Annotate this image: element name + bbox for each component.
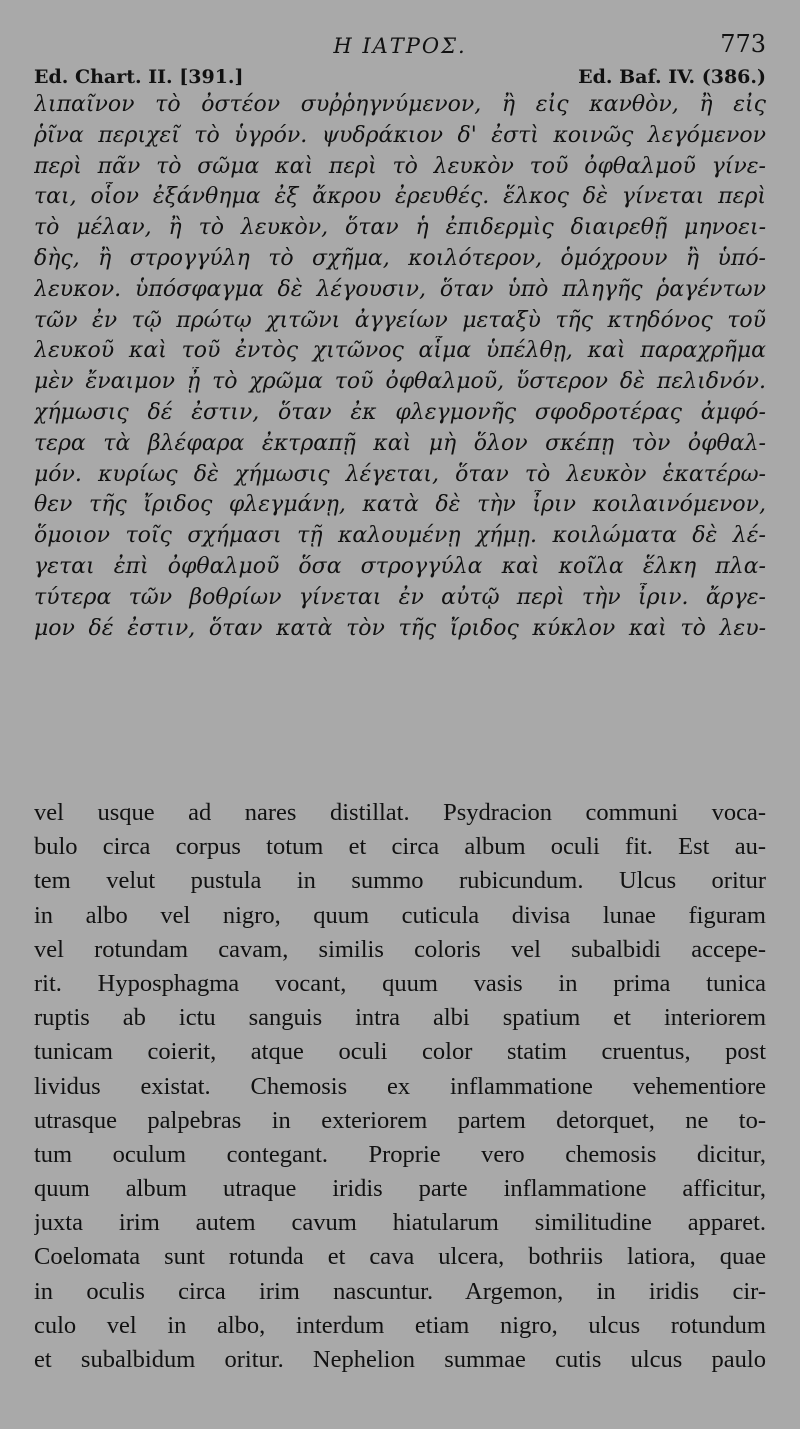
latin-line: tum oculum contegant. Proprie vero chemosis dicitur, — [34, 1140, 766, 1168]
latin-line: lividus existat. Chemosis ex inflammatione vehementiore — [34, 1072, 766, 1100]
latin-line: rit. Hyposphagma vocant, quum vasis in prima tunica — [34, 969, 766, 997]
greek-text — [34, 90, 766, 644]
running-title: Η ΙΑΤΡΟΣ. — [333, 34, 467, 58]
latin-line: in albo vel nigro, quum cuticula divisa lunae figuram — [34, 901, 766, 929]
latin-line: vel rotundam cavam, similis coloris vel subalbidi accepe- — [34, 935, 766, 963]
greek-line: τύτερα τῶν βοθρίων γίνεται ἐν αὐτῷ περὶ τὴν ἶριν. ἄργε- — [34, 584, 766, 610]
latin-text — [34, 796, 766, 1377]
latin-line: in oculis circa irim nascuntur. Argemon, in iridis cir- — [34, 1277, 766, 1305]
latin-line: ruptis ab ictu sanguis intra albi spatium et interiorem — [34, 1004, 766, 1032]
greek-line: τῶν ἐν τῷ πρώτῳ χιτῶνι ἀγγείων μεταξὺ τῆς κτηδόνος τοῦ — [34, 307, 766, 333]
latin-line: bulo circa corpus totum et circa album oculi fit. Est au- — [34, 833, 766, 861]
edition-reference-right: Ed. Baf. IV. (386.) — [578, 66, 766, 88]
greek-line: μον δέ ἐστιν, ὅταν κατὰ τὸν τῆς ἴριδος κύκλον καὶ τὸ λευ- — [34, 615, 766, 641]
greek-line: ῥῖνα περιχεῖ τὸ ὑγρόν. ψυδράκιον δ' ἐστὶ κοινῶς λεγόμενον — [34, 122, 766, 148]
latin-line: culo vel in albo, interdum etiam nigro, ulcus rotundum — [34, 1311, 766, 1339]
greek-line: τερα τὰ βλέφαρα ἐκτραπῇ καὶ μὴ ὅλον σκέπῃ τὸν ὀφθαλ- — [34, 430, 766, 456]
greek-line: μὲν ἔναιμον ᾖ τὸ χρῶμα τοῦ ὀφθαλμοῦ, ὕστερον δὲ πελιδνόν. — [34, 369, 766, 395]
greek-line: λιπαῖνον τὸ ὀστέον συῤῥηγνύμενον, ἢ εἰς κανθὸν, ἢ εἰς — [34, 92, 766, 117]
greek-line: τὸ μέλαν, ἢ τὸ λευκὸν, ὅταν ἡ ἐπιδερμὶς διαιρεθῇ μηνοει- — [34, 215, 766, 241]
greek-line: χήμωσις δέ ἐστιν, ὅταν ἐκ φλεγμονῆς σφοδροτέρας ἀμφό- — [34, 399, 766, 425]
latin-line: quum album utraque iridis parte inflammatione afficitur, — [34, 1175, 766, 1203]
latin-line: vel usque ad nares distillat. Psydracion communi voca- — [34, 799, 766, 826]
latin-line: Coelomata sunt rotunda et cava ulcera, bothriis latiora, quae — [34, 1243, 766, 1271]
greek-line: λευκον. ὑπόσφαγμα δὲ λέγουσιν, ὅταν ὑπὸ πληγῆς ῥαγέντων — [34, 276, 766, 302]
running-head — [34, 28, 766, 58]
greek-line: γεται ἐπὶ ὀφθαλμοῦ ὅσα στρογγύλα καὶ κοῖλα ἕλκη πλα- — [34, 553, 766, 579]
greek-line: ὅμοιον τοῖς σχήμασι τῇ καλουμένῃ χήμῃ. κοιλώματα δὲ λέ- — [34, 523, 766, 549]
greek-line: μόν. κυρίως δὲ χήμωσις λέγεται, ὅταν τὸ λευκὸν ἑκατέρω- — [34, 461, 766, 487]
edition-references — [34, 66, 766, 90]
latin-line: et subalbidum oritur. Nephelion summae cutis ulcus paulo — [34, 1346, 766, 1373]
latin-line: juxta irim autem cavum hiatularum similitudine apparet. — [34, 1209, 766, 1237]
latin-line: utrasque palpebras in exteriorem partem detorquet, ne to- — [34, 1106, 766, 1134]
greek-line: περὶ πᾶν τὸ σῶμα καὶ περὶ τὸ λευκὸν τοῦ ὀφθαλμοῦ γίνε- — [34, 153, 766, 179]
greek-line: λευκοῦ καὶ τοῦ ἐντὸς χιτῶνος αἷμα ὑπέλθῃ, καὶ παραχρῆμα — [34, 338, 766, 364]
latin-line: tem velut pustula in summo rubicundum. Ulcus oritur — [34, 867, 766, 895]
edition-reference-left: Ed. Chart. II. [391.] — [34, 66, 244, 88]
latin-line: tunicam coierit, atque oculi color statim cruentus, post — [34, 1038, 766, 1066]
page-number: 773 — [720, 30, 766, 58]
greek-line: δὴς, ἢ στρογγύλη τὸ σχῆμα, κοιλότερον, ὁμόχρουν ἢ ὑπό- — [34, 245, 766, 271]
greek-line: ται, οἷον ἐξάνθημα ἐξ ἄκρου ἐρευθές. ἕλκος δὲ γίνεται περὶ — [34, 184, 766, 210]
greek-line: θεν τῆς ἴριδος φλεγμάνῃ, κατὰ δὲ τὴν ἶριν κοιλαινόμενον, — [34, 492, 766, 518]
